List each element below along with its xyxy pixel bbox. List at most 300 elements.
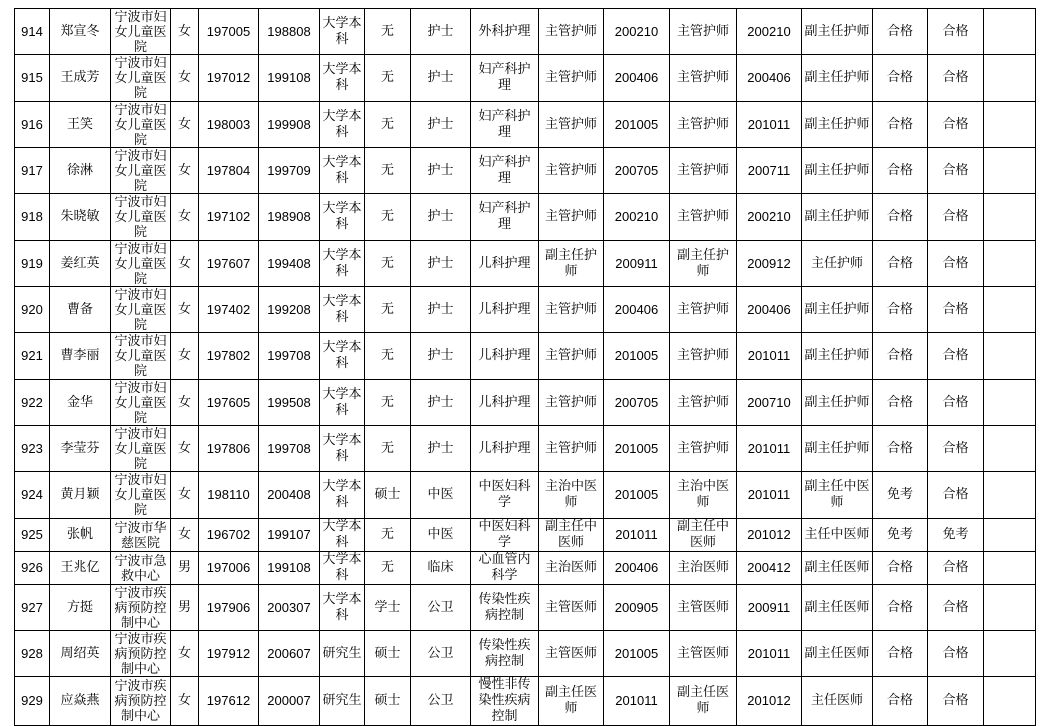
appointed-title-date: 200406 bbox=[747, 301, 791, 317]
current-title-cell bbox=[539, 55, 604, 102]
row-id: 925 bbox=[21, 527, 43, 542]
degree: 无 bbox=[380, 440, 394, 456]
table-row bbox=[15, 241, 1036, 287]
degree-cell bbox=[365, 148, 411, 194]
work-start-date: 199107 bbox=[267, 527, 311, 542]
major: 护士 bbox=[427, 162, 454, 178]
person-name: 李莹芬 bbox=[60, 440, 100, 456]
specialty-cell bbox=[471, 585, 539, 631]
unit-name: 宁波市妇女儿童医院 bbox=[114, 102, 167, 147]
specialty-cell bbox=[471, 55, 539, 102]
person-name: 王成芳 bbox=[60, 70, 100, 85]
work-start-date-cell bbox=[259, 55, 320, 102]
specialty-cell bbox=[471, 519, 539, 552]
row-id-cell bbox=[15, 194, 50, 241]
appointed-title: 主管护师 bbox=[676, 301, 729, 317]
applied-title: 副主任护师 bbox=[804, 116, 870, 132]
person-name-cell bbox=[50, 631, 111, 677]
current-title: 主管医师 bbox=[544, 599, 597, 615]
degree: 无 bbox=[380, 560, 394, 575]
sex-cell bbox=[171, 9, 199, 55]
appointed-title: 副主任医师 bbox=[676, 685, 729, 716]
result-1-cell bbox=[873, 472, 928, 519]
education: 大学本科 bbox=[322, 108, 362, 140]
row-id: 923 bbox=[21, 440, 43, 456]
birth-date-cell bbox=[199, 194, 259, 241]
result-1-cell bbox=[873, 631, 928, 677]
education-cell bbox=[320, 426, 365, 472]
result-1: 合格 bbox=[886, 348, 913, 363]
extra-cell-cell bbox=[984, 552, 1036, 585]
row-id: 920 bbox=[21, 301, 43, 317]
current-title-date: 200705 bbox=[614, 162, 659, 178]
work-start-date-cell bbox=[259, 194, 320, 241]
specialty-cell bbox=[471, 552, 539, 585]
birth-date: 197802 bbox=[206, 348, 251, 363]
unit-name-cell bbox=[111, 287, 171, 333]
unit-name-cell bbox=[111, 380, 171, 426]
row-id: 914 bbox=[21, 23, 43, 39]
specialty: 儿科护理 bbox=[478, 255, 531, 271]
person-name: 姜红英 bbox=[60, 255, 100, 271]
specialty: 中医妇科学 bbox=[478, 479, 531, 510]
result-2: 合格 bbox=[942, 301, 969, 317]
work-start-date: 199208 bbox=[267, 301, 311, 317]
unit-name-cell bbox=[111, 194, 171, 241]
sex-cell bbox=[171, 677, 199, 726]
row-id-cell bbox=[15, 148, 50, 194]
person-name-cell bbox=[50, 552, 111, 585]
person-name-cell bbox=[50, 9, 111, 55]
major: 护士 bbox=[427, 116, 454, 132]
major-cell bbox=[411, 55, 471, 102]
applied-title: 副主任护师 bbox=[804, 394, 870, 410]
current-title-date-cell bbox=[604, 148, 670, 194]
degree-cell bbox=[365, 194, 411, 241]
degree-cell bbox=[365, 552, 411, 585]
birth-date-cell bbox=[199, 519, 259, 552]
appointed-title-date-cell bbox=[737, 241, 802, 287]
appointed-title-date: 201012 bbox=[747, 693, 791, 708]
sex-cell bbox=[171, 148, 199, 194]
education-cell bbox=[320, 552, 365, 585]
work-start-date-cell bbox=[259, 677, 320, 726]
education: 研究生 bbox=[322, 693, 362, 708]
result-2: 合格 bbox=[942, 255, 969, 271]
current-title-cell bbox=[539, 333, 604, 380]
applied-title: 副主任中医师 bbox=[804, 479, 870, 510]
current-title-date: 201005 bbox=[614, 645, 659, 661]
result-2-cell bbox=[928, 102, 984, 148]
work-start-date-cell bbox=[259, 333, 320, 380]
result-2: 免考 bbox=[942, 527, 969, 542]
current-title-date-cell bbox=[604, 677, 670, 726]
sex-cell bbox=[171, 519, 199, 552]
appointed-title-date-cell bbox=[737, 380, 802, 426]
result-2-cell bbox=[928, 585, 984, 631]
current-title-cell bbox=[539, 102, 604, 148]
birth-date-cell bbox=[199, 148, 259, 194]
extra-cell-cell bbox=[984, 519, 1036, 552]
current-title-cell bbox=[539, 9, 604, 55]
applied-title-cell bbox=[802, 333, 873, 380]
result-1-cell bbox=[873, 55, 928, 102]
major: 护士 bbox=[427, 440, 454, 456]
unit-name: 宁波市妇女儿童医院 bbox=[114, 426, 167, 471]
extra-cell-cell bbox=[984, 287, 1036, 333]
education: 大学本科 bbox=[322, 552, 362, 583]
row-id: 917 bbox=[21, 162, 43, 178]
birth-date: 198110 bbox=[207, 487, 250, 502]
extra-cell-cell bbox=[984, 677, 1036, 726]
birth-date: 197402 bbox=[206, 301, 251, 317]
appointed-title-date-cell bbox=[737, 148, 802, 194]
appointed-title-cell bbox=[670, 552, 737, 585]
sex-cell bbox=[171, 194, 199, 241]
current-title: 主管护师 bbox=[544, 23, 597, 39]
sex-cell bbox=[171, 333, 199, 380]
major: 公卫 bbox=[427, 693, 454, 708]
sex: 女 bbox=[177, 527, 191, 542]
person-name-cell bbox=[50, 287, 111, 333]
education-cell bbox=[320, 9, 365, 55]
applied-title-cell bbox=[802, 287, 873, 333]
result-2-cell bbox=[928, 333, 984, 380]
appointed-title-date: 201011 bbox=[747, 487, 791, 502]
unit-name: 宁波市妇女儿童医院 bbox=[114, 380, 167, 425]
current-title-date-cell bbox=[604, 552, 670, 585]
work-start-date: 199709 bbox=[267, 162, 311, 178]
current-title-date-cell bbox=[604, 631, 670, 677]
birth-date: 197005 bbox=[206, 23, 251, 39]
current-title-date-cell bbox=[604, 380, 670, 426]
current-title: 副主任中医师 bbox=[544, 519, 597, 550]
unit-name-cell bbox=[111, 55, 171, 102]
education-cell bbox=[320, 380, 365, 426]
birth-date: 196702 bbox=[206, 527, 251, 542]
education-cell bbox=[320, 102, 365, 148]
table-row bbox=[15, 148, 1036, 194]
birth-date-cell bbox=[199, 552, 259, 585]
specialty: 外科护理 bbox=[478, 23, 531, 39]
appointed-title: 主管护师 bbox=[676, 394, 729, 410]
person-name: 曹李丽 bbox=[60, 348, 100, 363]
current-title-date-cell bbox=[604, 472, 670, 519]
current-title: 主管护师 bbox=[544, 394, 597, 410]
major-cell bbox=[411, 102, 471, 148]
applied-title: 主任护师 bbox=[810, 255, 863, 271]
current-title-date: 201005 bbox=[614, 116, 659, 132]
education: 大学本科 bbox=[322, 591, 362, 623]
current-title: 主管护师 bbox=[544, 162, 597, 178]
degree-cell bbox=[365, 631, 411, 677]
applied-title: 主任医师 bbox=[810, 693, 863, 708]
result-2: 合格 bbox=[942, 440, 969, 456]
sex: 女 bbox=[177, 209, 191, 224]
birth-date-cell bbox=[199, 472, 259, 519]
result-1: 合格 bbox=[886, 162, 913, 178]
major: 公卫 bbox=[427, 599, 454, 615]
work-start-date-cell bbox=[259, 102, 320, 148]
education: 研究生 bbox=[322, 645, 362, 661]
unit-name: 宁波市妇女儿童医院 bbox=[114, 148, 167, 193]
appointed-title-date: 201011 bbox=[747, 440, 791, 456]
unit-name-cell bbox=[111, 426, 171, 472]
specialty: 慢性非传染性疾病控制 bbox=[478, 677, 531, 724]
sex: 女 bbox=[177, 255, 191, 271]
appointed-title: 副主任中医师 bbox=[676, 519, 729, 550]
row-id: 915 bbox=[21, 70, 43, 85]
applied-title-cell bbox=[802, 585, 873, 631]
applied-title: 主任中医师 bbox=[804, 527, 870, 542]
unit-name-cell bbox=[111, 148, 171, 194]
extra-cell-cell bbox=[984, 631, 1036, 677]
major-cell bbox=[411, 194, 471, 241]
appointed-title-cell bbox=[670, 148, 737, 194]
work-start-date: 200007 bbox=[267, 693, 311, 708]
degree-cell bbox=[365, 585, 411, 631]
specialty-cell bbox=[471, 194, 539, 241]
major: 公卫 bbox=[427, 645, 454, 661]
appointed-title: 副主任护师 bbox=[676, 247, 729, 279]
person-name-cell bbox=[50, 148, 111, 194]
birth-date: 197012 bbox=[206, 70, 251, 85]
row-id-cell bbox=[15, 241, 50, 287]
result-1: 合格 bbox=[886, 209, 913, 224]
major-cell bbox=[411, 552, 471, 585]
current-title-date: 200210 bbox=[614, 23, 659, 39]
current-title-date: 200911 bbox=[615, 255, 658, 271]
applied-title: 副主任护师 bbox=[804, 348, 870, 363]
education: 大学本科 bbox=[322, 201, 362, 232]
major: 护士 bbox=[427, 255, 454, 271]
birth-date: 197607 bbox=[206, 255, 251, 271]
row-id: 924 bbox=[21, 487, 43, 502]
unit-name-cell bbox=[111, 241, 171, 287]
sex-cell bbox=[171, 552, 199, 585]
appointed-title-cell bbox=[670, 519, 737, 552]
appointed-title-cell bbox=[670, 102, 737, 148]
row-id: 927 bbox=[21, 599, 43, 615]
appointed-title: 主管护师 bbox=[676, 116, 729, 132]
current-title-cell bbox=[539, 631, 604, 677]
result-1: 合格 bbox=[886, 693, 913, 708]
current-title-date: 200406 bbox=[614, 301, 659, 317]
table-row bbox=[15, 631, 1036, 677]
degree: 硕士 bbox=[374, 693, 401, 708]
table-row bbox=[15, 552, 1036, 585]
unit-name: 宁波市疾病预防控制中心 bbox=[114, 631, 167, 676]
applied-title-cell bbox=[802, 9, 873, 55]
result-2-cell bbox=[928, 9, 984, 55]
degree-cell bbox=[365, 55, 411, 102]
specialty: 传染性疾病控制 bbox=[478, 591, 531, 623]
sex: 女 bbox=[177, 162, 191, 178]
row-id: 922 bbox=[21, 394, 43, 410]
unit-name-cell bbox=[111, 585, 171, 631]
sex: 女 bbox=[177, 693, 191, 708]
degree-cell bbox=[365, 380, 411, 426]
unit-name-cell bbox=[111, 472, 171, 519]
result-2-cell bbox=[928, 380, 984, 426]
appointed-title-cell bbox=[670, 333, 737, 380]
appointed-title-date: 201011 bbox=[747, 645, 791, 661]
education-cell bbox=[320, 585, 365, 631]
education-cell bbox=[320, 287, 365, 333]
major: 护士 bbox=[427, 394, 454, 410]
appointed-title-date: 201011 bbox=[747, 348, 791, 363]
appointed-title-cell bbox=[670, 631, 737, 677]
appointed-title: 主管护师 bbox=[676, 162, 729, 178]
current-title-cell bbox=[539, 148, 604, 194]
result-2: 合格 bbox=[942, 70, 969, 85]
result-1-cell bbox=[873, 585, 928, 631]
degree: 硕士 bbox=[374, 487, 401, 502]
degree: 硕士 bbox=[374, 645, 401, 661]
result-1: 免考 bbox=[886, 527, 913, 542]
current-title: 主管护师 bbox=[544, 209, 597, 224]
person-name: 王兆亿 bbox=[60, 560, 100, 575]
birth-date-cell bbox=[199, 9, 259, 55]
applied-title: 副主任护师 bbox=[804, 301, 870, 317]
education: 大学本科 bbox=[322, 154, 362, 186]
unit-name-cell bbox=[111, 552, 171, 585]
result-1-cell bbox=[873, 380, 928, 426]
current-title-date: 201011 bbox=[615, 693, 658, 708]
sex-cell bbox=[171, 585, 199, 631]
extra-cell-cell bbox=[984, 241, 1036, 287]
extra-cell-cell bbox=[984, 55, 1036, 102]
appointed-title-date: 200710 bbox=[747, 394, 791, 410]
result-1: 合格 bbox=[886, 70, 913, 85]
sex-cell bbox=[171, 102, 199, 148]
applied-title-cell bbox=[802, 631, 873, 677]
education-cell bbox=[320, 194, 365, 241]
result-2: 合格 bbox=[942, 162, 969, 178]
major: 中医 bbox=[427, 527, 454, 542]
degree: 无 bbox=[380, 70, 394, 85]
major-cell bbox=[411, 519, 471, 552]
specialty: 妇产科护理 bbox=[478, 108, 531, 140]
sex: 女 bbox=[177, 487, 191, 502]
major: 临床 bbox=[427, 560, 454, 575]
extra-cell-cell bbox=[984, 194, 1036, 241]
current-title: 主管护师 bbox=[544, 348, 597, 363]
sex: 女 bbox=[177, 348, 191, 363]
major: 中医 bbox=[427, 487, 454, 502]
current-title: 副主任医师 bbox=[544, 685, 597, 716]
row-id: 919 bbox=[21, 255, 43, 271]
table-row bbox=[15, 380, 1036, 426]
result-1: 合格 bbox=[886, 23, 913, 39]
current-title: 主管护师 bbox=[544, 301, 597, 317]
work-start-date: 199708 bbox=[267, 348, 311, 363]
appointed-title: 主管护师 bbox=[676, 209, 729, 224]
major-cell bbox=[411, 148, 471, 194]
birth-date-cell bbox=[199, 631, 259, 677]
major: 护士 bbox=[427, 70, 454, 85]
degree: 无 bbox=[380, 23, 394, 39]
table-row bbox=[15, 55, 1036, 102]
person-name-cell bbox=[50, 677, 111, 726]
work-start-date-cell bbox=[259, 552, 320, 585]
specialty-cell bbox=[471, 677, 539, 726]
person-name: 黄月颖 bbox=[60, 487, 100, 502]
degree-cell bbox=[365, 333, 411, 380]
specialty: 妇产科护理 bbox=[478, 154, 531, 186]
row-id-cell bbox=[15, 552, 50, 585]
result-1-cell bbox=[873, 677, 928, 726]
unit-name: 宁波市华慈医院 bbox=[114, 521, 167, 549]
degree-cell bbox=[365, 102, 411, 148]
appointed-title-date: 200412 bbox=[747, 560, 791, 575]
work-start-date-cell bbox=[259, 631, 320, 677]
birth-date-cell bbox=[199, 585, 259, 631]
applied-title: 副主任医师 bbox=[804, 645, 870, 661]
result-2-cell bbox=[928, 552, 984, 585]
result-1: 免考 bbox=[886, 487, 913, 502]
current-title-date: 201005 bbox=[614, 440, 659, 456]
appointed-title-date: 200711 bbox=[747, 162, 791, 178]
roster-table bbox=[14, 8, 1036, 726]
applied-title: 副主任医师 bbox=[804, 599, 870, 615]
table-row bbox=[15, 472, 1036, 519]
person-name: 王笑 bbox=[66, 116, 93, 132]
specialty-cell bbox=[471, 631, 539, 677]
specialty: 儿科护理 bbox=[478, 440, 531, 456]
appointed-title-date: 200912 bbox=[747, 255, 791, 271]
sex: 女 bbox=[177, 70, 191, 85]
current-title-cell bbox=[539, 472, 604, 519]
result-2-cell bbox=[928, 287, 984, 333]
major-cell bbox=[411, 9, 471, 55]
table-row bbox=[15, 677, 1036, 726]
unit-name: 宁波市妇女儿童医院 bbox=[114, 287, 167, 332]
current-title-date-cell bbox=[604, 55, 670, 102]
result-2-cell bbox=[928, 241, 984, 287]
row-id: 916 bbox=[21, 116, 43, 132]
table-row bbox=[15, 9, 1036, 55]
degree-cell bbox=[365, 9, 411, 55]
row-id-cell bbox=[15, 677, 50, 726]
applied-title-cell bbox=[802, 194, 873, 241]
education: 大学本科 bbox=[322, 293, 362, 325]
appointed-title-date-cell bbox=[737, 333, 802, 380]
appointed-title-date-cell bbox=[737, 426, 802, 472]
birth-date-cell bbox=[199, 677, 259, 726]
applied-title-cell bbox=[802, 519, 873, 552]
applied-title: 副主任护师 bbox=[804, 70, 870, 85]
appointed-title: 主管护师 bbox=[676, 23, 729, 39]
current-title-cell bbox=[539, 287, 604, 333]
result-1: 合格 bbox=[886, 255, 913, 271]
current-title: 主管护师 bbox=[544, 440, 597, 456]
degree: 无 bbox=[380, 527, 394, 542]
appointed-title-cell bbox=[670, 380, 737, 426]
person-name: 金华 bbox=[66, 394, 93, 410]
unit-name: 宁波市妇女儿童医院 bbox=[114, 9, 167, 54]
appointed-title-date: 200210 bbox=[747, 209, 791, 224]
current-title-date: 200406 bbox=[614, 70, 659, 85]
birth-date-cell bbox=[199, 333, 259, 380]
sex-cell bbox=[171, 631, 199, 677]
person-name: 应焱燕 bbox=[60, 693, 100, 708]
current-title-date: 201005 bbox=[614, 487, 659, 502]
row-id: 928 bbox=[21, 645, 43, 661]
work-start-date: 200408 bbox=[267, 487, 311, 502]
row-id-cell bbox=[15, 9, 50, 55]
row-id: 926 bbox=[21, 560, 43, 575]
